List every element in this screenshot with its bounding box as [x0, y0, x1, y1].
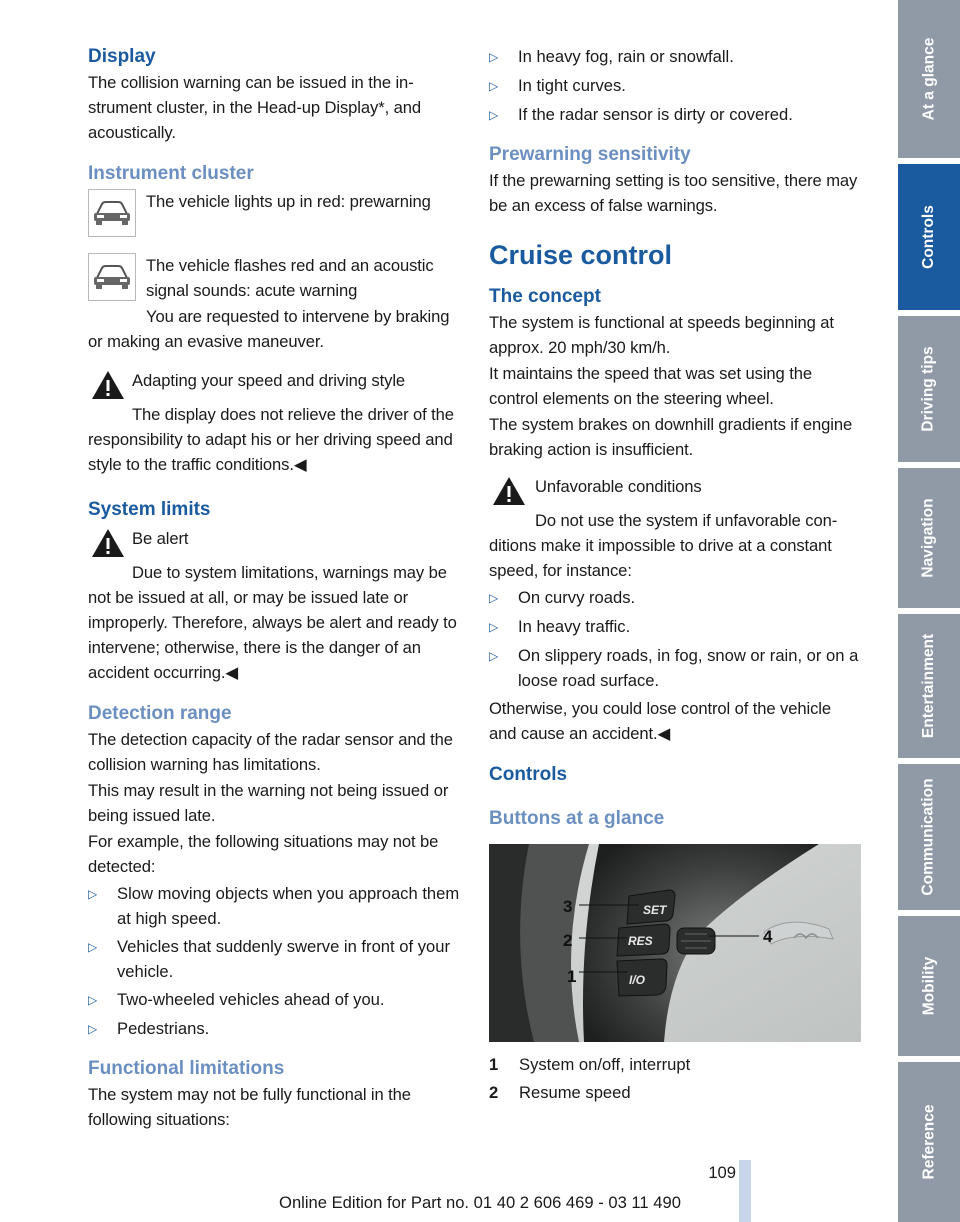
bullet-triangle-icon: ▷: [489, 620, 499, 634]
cruise-heading: Cruise control: [489, 240, 673, 270]
bullet-triangle-icon: ▷: [489, 591, 499, 605]
list-item: ▷ Pedestrians.: [88, 1016, 463, 1042]
callout-3: 3: [563, 897, 573, 916]
list-item: ▷ In heavy traffic.: [489, 614, 862, 640]
list-item: ▷ Two-wheeled vehicles ahead of you.: [88, 987, 463, 1013]
bullet-triangle-icon: ▷: [489, 50, 499, 64]
tab-communication[interactable]: Communication: [898, 764, 960, 910]
range-paragraph-2: This may result in the warning not being issued or being issued late.: [88, 781, 449, 825]
bullet-triangle-icon: ▷: [88, 1022, 98, 1036]
cluster-icon2-text: The vehicle flashes red and an acoustic signal sounds: acute warning: [146, 256, 434, 300]
list-item: ▷ Vehicles that suddenly swerve in front of your vehicle.: [88, 934, 463, 984]
bullet-triangle-icon: ▷: [489, 79, 499, 93]
chapter-sidebar: [898, 0, 960, 1222]
limits-heading: System limits: [88, 499, 211, 520]
footer-text: Online Edition for Part no. 01 40 2 606 469 - 03 11 490: [279, 1193, 681, 1212]
callout-1: 1: [567, 967, 577, 986]
svg-text:I/O: I/O: [629, 973, 646, 987]
cluster-acute-row: [88, 253, 463, 304]
warning3-text: Do not use the system if unfavorable conditions make it impossible to drive at a constant speed, for instance:: [489, 511, 838, 580]
steering-wheel-figure: [489, 844, 861, 1042]
page-number: 109: [708, 1163, 736, 1182]
tab-mobility[interactable]: Mobility: [898, 916, 960, 1056]
range-list: [88, 881, 463, 1042]
speed-rocker-button: [677, 928, 715, 954]
tab-reference[interactable]: Reference: [898, 1062, 960, 1222]
sensitivity-heading: Prewarning sensitivity: [489, 144, 691, 165]
cluster-intervene-text: You are requested to intervene by braking or making an evasive maneuver.: [88, 307, 450, 351]
range-paragraph-3: For example, the following situations may not be detected:: [88, 832, 439, 876]
list-item: ▷ Slow moving objects when you approach them at high speed.: [88, 881, 463, 931]
range-paragraph-1: The detection capacity of the radar sensor and the collision warning has limitations.: [88, 730, 453, 774]
list-item: ▷ In heavy fog, rain or snowfall.: [489, 44, 862, 70]
on-off-button: [617, 959, 667, 996]
warning2-text: Due to system limitations, warnings may be not be issued at all, or may be issued late or improperly. Therefore, always be alert and ready to intervene; otherwise, there is the danger of an accident occurring.◀: [88, 563, 457, 682]
concept-paragraph-2: It maintains the speed that was set using the control elements on the steering wheel.: [489, 364, 812, 408]
tab-entertainment[interactable]: Entertainment: [898, 614, 960, 758]
unfavorable-list: [489, 585, 862, 693]
sensitivity-text: If the prewarning setting is too sensitive, there may be an excess of false warnings.: [489, 171, 858, 215]
bullet-triangle-icon: ▷: [489, 108, 499, 122]
warning3-title: Unfavorable conditions: [535, 477, 702, 496]
car-flashing-warning-icon: [88, 253, 136, 301]
display-heading: Display: [88, 46, 156, 67]
controls-heading: Controls: [489, 764, 568, 785]
buttons-heading: Buttons at a glance: [489, 808, 665, 829]
warning2-title: Be alert: [132, 529, 189, 548]
bullet-triangle-icon: ▷: [88, 993, 98, 1007]
bullet-triangle-icon: ▷: [489, 649, 499, 663]
list-item: ▷ On curvy roads.: [489, 585, 862, 611]
tab-driving-tips[interactable]: Driving tips: [898, 316, 960, 462]
list-item: ▷ In tight curves.: [489, 73, 862, 99]
warning-block-speed: [88, 368, 463, 402]
cluster-heading: Instrument cluster: [88, 163, 254, 184]
svg-text:SET: SET: [643, 903, 667, 917]
resume-button: [617, 924, 670, 956]
warning1-title: Adapting your speed and driving style: [132, 371, 406, 390]
car-warning-icon: [88, 189, 136, 237]
list-item: ▷ On slippery roads, in fog, snow or rain, or on a loose road surface.: [489, 643, 862, 693]
func-heading: Functional limitations: [88, 1058, 285, 1079]
warning-block-unfavorable: [489, 474, 862, 508]
list-item: ▷ If the radar sensor is dirty or covered.: [489, 102, 862, 128]
figure-legend: [489, 1052, 862, 1105]
callout-2: 2: [563, 931, 573, 950]
set-button: [627, 890, 675, 924]
concept-paragraph-3: The system brakes on downhill gradients if engine braking action is insufficient.: [489, 415, 853, 459]
tab-at-a-glance[interactable]: At a glance: [898, 0, 960, 158]
cluster-prewarning-row: [88, 189, 463, 237]
legend-item: 2 Resume speed: [489, 1083, 631, 1102]
warning-triangle-icon: [88, 526, 128, 560]
tab-navigation[interactable]: Navigation: [898, 468, 960, 608]
concept-paragraph-1: The system is functional at speeds beginning at approx. 20 mph/30 km/h.: [489, 313, 834, 357]
range-heading: Detection range: [88, 703, 232, 724]
tab-controls[interactable]: Controls: [898, 164, 960, 310]
left-column: [88, 44, 463, 1133]
cluster-icon1-text: The vehicle lights up in red: prewarning: [146, 192, 431, 211]
concept-heading: The concept: [489, 286, 601, 307]
bullet-triangle-icon: ▷: [88, 940, 98, 954]
warning-triangle-icon: [489, 474, 529, 508]
func-list: [489, 44, 862, 128]
display-text: The collision warning can be issued in the instrument cluster, in the Head-up Display*, and acoustically.: [88, 73, 421, 142]
right-column: [489, 44, 862, 1108]
bullet-triangle-icon: ▷: [88, 887, 98, 901]
warning1-text: The display does not relieve the driver of the responsibility to adapt his or her driving speed and style to the traffic conditions.◀: [88, 405, 454, 474]
legend-item: 1 System on/off, interrupt: [489, 1055, 691, 1074]
callout-4: 4: [763, 927, 773, 946]
unfavorable-after-text: Otherwise, you could lose control of the vehicle and cause an accident.◀: [489, 699, 832, 743]
func-text: The system may not be fully functional in the following situations:: [88, 1085, 411, 1129]
warning-block-alert: [88, 526, 463, 560]
svg-text:RES: RES: [628, 934, 653, 948]
warning-triangle-icon: [88, 368, 128, 402]
